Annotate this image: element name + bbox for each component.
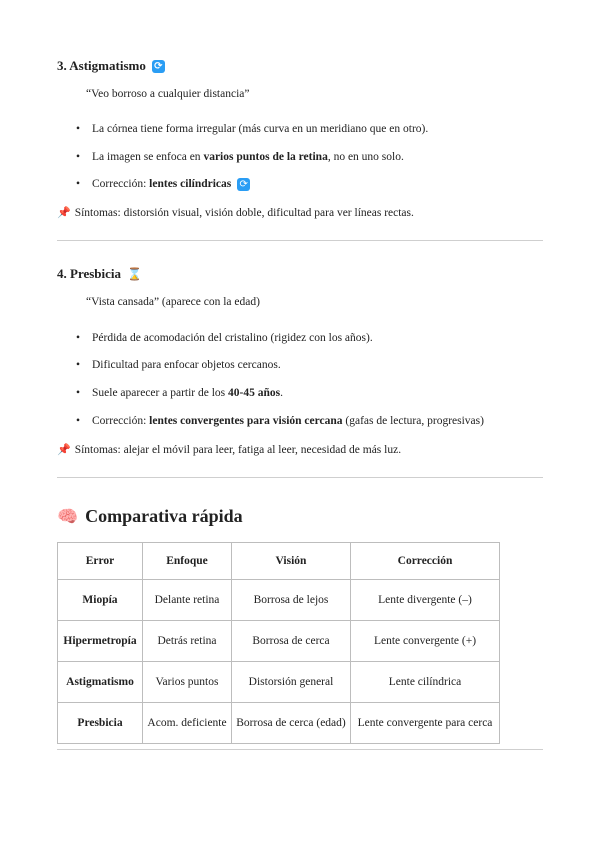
list-item: • La imagen se enfoca en varios puntos de la retina, no en uno solo. [77,151,404,163]
column-header: Error [58,543,143,580]
divider [57,477,543,478]
table-cell: Miopía [58,580,143,621]
list-item: • La córnea tiene forma irregular (más curva en un meridiano que en otro). [77,123,428,135]
symptoms-text: Síntomas: alejar el móvil para leer, fatiga al leer, necesidad de más luz. [74,443,402,456]
column-header: Enfoque [143,543,232,580]
hourglass-icon: ⌛ [127,267,142,281]
list-item: • Dificultad para enfocar objetos cercanos. [77,359,281,371]
section-quote: “Vista cansada” (aparece con la edad) [86,296,260,308]
symptoms-note [57,206,414,219]
table-cell: Hipermetropía [58,621,143,662]
table-row [58,580,500,621]
brain-icon: 🧠 [57,506,79,527]
table-cell: Astigmatismo [58,662,143,703]
table-cell: Borrosa de cerca [232,621,351,662]
pushpin-icon: 📌 [57,207,71,219]
table-cell: Distorsión general [232,662,351,703]
section-quote: “Veo borroso a cualquier distancia” [86,88,250,100]
divider [57,240,543,241]
table-cell: Borrosa de cerca (edad) [232,703,351,744]
section-title-presbicia [57,266,142,282]
table-cell: Detrás retina [143,621,232,662]
list-item: • Corrección: lentes cilíndricas ⟳ [77,178,250,191]
comparison-heading [57,506,243,527]
column-header: Visión [232,543,351,580]
table-cell: Lente cilíndrica [351,662,500,703]
column-header: Corrección [351,543,500,580]
arrows-cycle-icon: ⟳ [237,178,250,191]
table-row [58,621,500,662]
comparison-table [57,542,500,744]
table-cell: Borrosa de lejos [232,580,351,621]
table-cell: Acom. deficiente [143,703,232,744]
table-header-row [58,543,500,580]
pushpin-icon: 📌 [57,444,71,456]
list-item: • Corrección: lentes convergentes para visión cercana (gafas de lectura, progresivas) [77,415,484,427]
table-cell: Lente divergente (–) [351,580,500,621]
table-cell: Delante retina [143,580,232,621]
table-cell: Presbicia [58,703,143,744]
table-cell: Lente convergente para cerca [351,703,500,744]
table-cell: Lente convergente (+) [351,621,500,662]
section-title-astigmatismo [57,58,165,74]
symptoms-note [57,443,401,456]
section-title-text: 4. Presbicia [57,266,122,281]
section-title-text: 3. Astigmatismo [57,58,146,73]
comparison-title: Comparativa rápida [85,506,243,526]
table-row [58,662,500,703]
divider [57,749,543,750]
table-cell: Varios puntos [143,662,232,703]
symptoms-text: Síntomas: distorsión visual, visión doble, dificultad para ver líneas rectas. [74,206,414,219]
list-item: • Suele aparecer a partir de los 40-45 años. [77,387,283,399]
table-row [58,703,500,744]
arrows-cycle-icon: ⟳ [152,60,165,73]
list-item: • Pérdida de acomodación del cristalino (rigidez con los años). [77,332,373,344]
